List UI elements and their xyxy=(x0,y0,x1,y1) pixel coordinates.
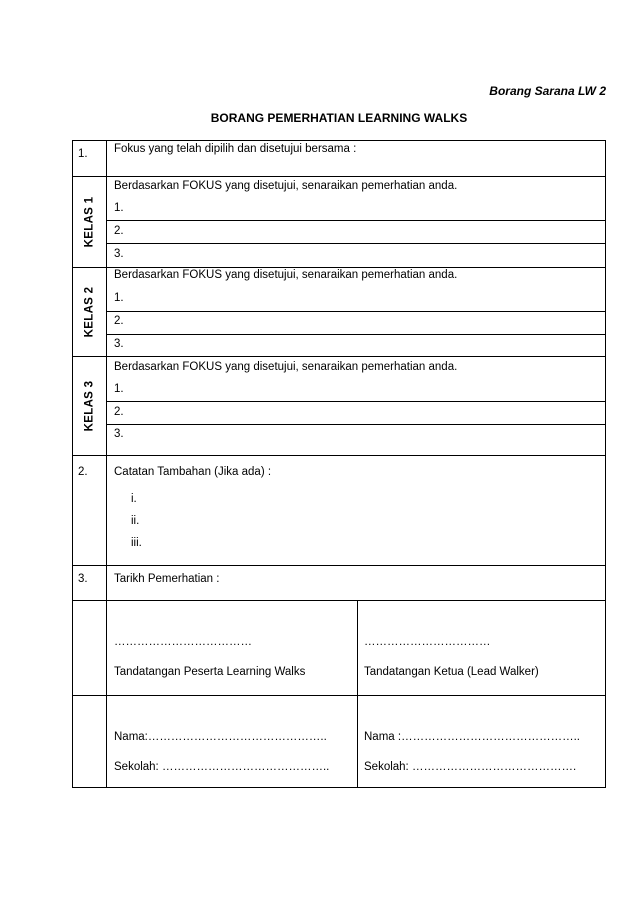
class-3-item-3: 3. xyxy=(114,428,124,440)
class-3-item-2: 2. xyxy=(114,406,124,418)
class-3-label-cell xyxy=(72,356,106,455)
class-2-label: KELAS 2 xyxy=(83,286,96,337)
row-separator xyxy=(72,695,606,696)
border-bottom xyxy=(72,787,606,788)
item-separator xyxy=(106,243,606,244)
row-separator xyxy=(72,600,606,601)
participant-signature-label: Tandatangan Peserta Learning Walks xyxy=(114,666,306,678)
class-1-item-2: 2. xyxy=(114,225,124,237)
class-2-item-1: 1. xyxy=(114,292,124,304)
lead-walker-name-field[interactable]: Nama :……………………………………….. xyxy=(364,731,580,743)
section2-item-1: i. xyxy=(131,493,137,505)
section3-number: 3. xyxy=(78,573,88,585)
class-1-item-1: 1. xyxy=(114,202,124,214)
observation-form-table xyxy=(72,140,606,788)
section2-label: Catatan Tambahan (Jika ada) : xyxy=(114,466,272,478)
participant-name-field[interactable]: Nama:……………………………………….. xyxy=(114,731,327,743)
border-right xyxy=(605,140,606,788)
row-separator xyxy=(72,356,606,357)
section2-number: 2. xyxy=(78,466,88,478)
signature-column-divider xyxy=(357,600,358,788)
class-3-label: KELAS 3 xyxy=(83,380,96,431)
class-2-label-cell xyxy=(72,267,106,356)
label-column-divider xyxy=(106,140,107,788)
class-3-instruction: Berdasarkan FOKUS yang disetujui, senaraikan pemerhatian anda. xyxy=(114,361,458,373)
section2-item-3: iii. xyxy=(131,537,142,549)
participant-school-field[interactable]: Sekolah: …………………………………….. xyxy=(114,761,330,773)
participant-signature-line: ……………………………… xyxy=(114,636,252,648)
class-1-label-cell xyxy=(72,176,106,267)
form-reference: Borang Sarana LW 2 xyxy=(489,84,606,98)
lead-walker-signature-line: …………………………… xyxy=(364,636,491,648)
item-separator xyxy=(106,311,606,312)
lead-walker-signature-label: Tandatangan Ketua (Lead Walker) xyxy=(364,666,539,678)
class-1-instruction: Berdasarkan FOKUS yang disetujui, senaraikan pemerhatian anda. xyxy=(114,180,458,192)
row-separator xyxy=(72,267,606,268)
class-1-label: KELAS 1 xyxy=(83,196,96,247)
item-separator xyxy=(106,401,606,402)
class-3-item-1: 1. xyxy=(114,383,124,395)
form-title: BORANG PEMERHATIAN LEARNING WALKS xyxy=(210,111,468,125)
section3-label: Tarikh Pemerhatian : xyxy=(114,573,220,585)
item-separator xyxy=(106,424,606,425)
section1-label: Fokus yang telah dipilih dan disetujui bersama : xyxy=(114,143,357,155)
class-2-item-2: 2. xyxy=(114,315,124,327)
row-separator xyxy=(72,455,606,456)
class-2-item-3: 3. xyxy=(114,338,124,350)
item-separator xyxy=(106,220,606,221)
row-separator xyxy=(72,176,606,177)
row-separator xyxy=(72,565,606,566)
class-1-item-3: 3. xyxy=(114,248,124,260)
lead-walker-school-field[interactable]: Sekolah: ……………………………………. xyxy=(364,761,577,773)
section1-number: 1. xyxy=(78,148,88,160)
item-separator xyxy=(106,334,606,335)
section2-item-2: ii. xyxy=(131,515,140,527)
class-2-instruction: Berdasarkan FOKUS yang disetujui, senaraikan pemerhatian anda. xyxy=(114,269,458,281)
border-top xyxy=(72,140,606,141)
